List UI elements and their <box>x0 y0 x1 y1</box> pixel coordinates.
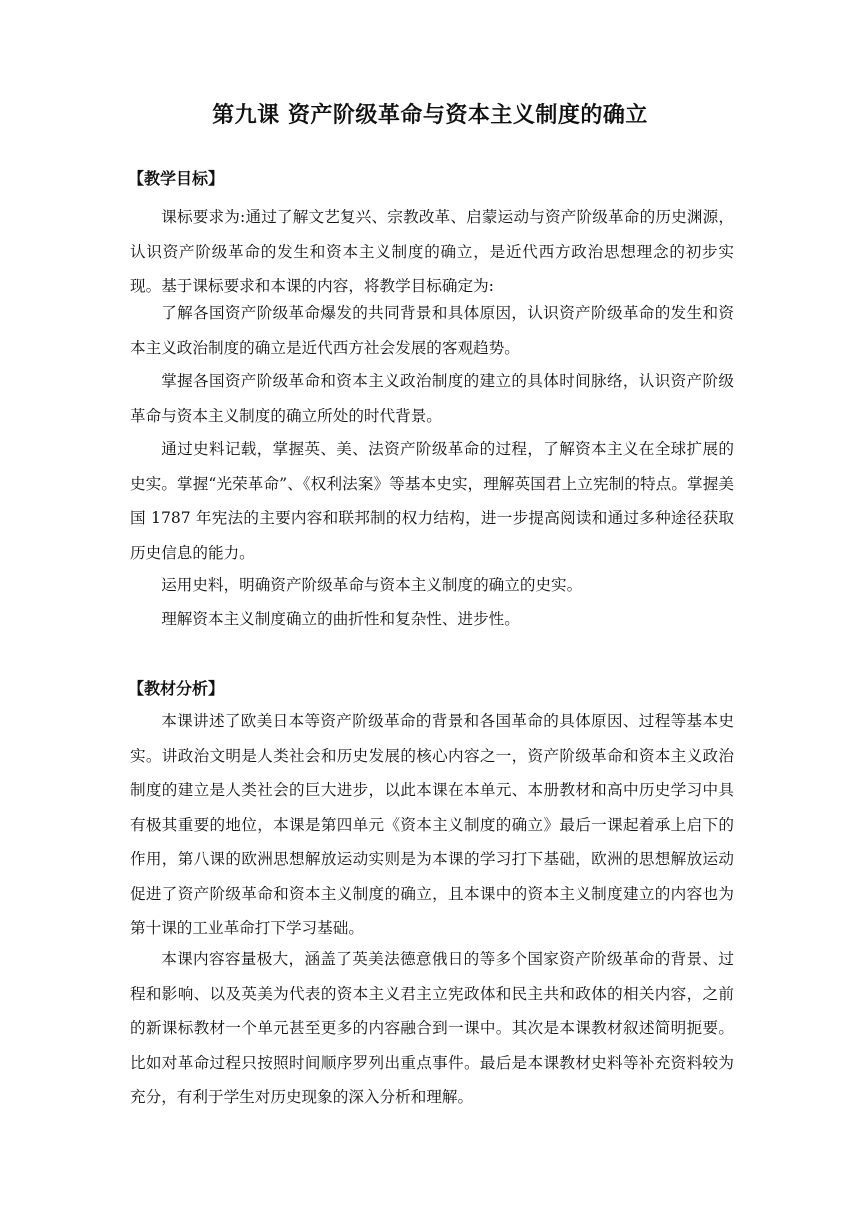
paragraph: 课标要求为:通过了解文艺复兴、宗教改革、启蒙运动与资产阶级革命的历史渊源，认识资产阶级革命的发生和资本主义制度的确立，是近代西方政治思想理念的初步实现。基于课标要求和本课的内容，将教学目标确定为: <box>130 208 734 295</box>
paragraph: 通过史料记载，掌握英、美、法资产阶级革命的过程，了解资本主义在全球扩展的史实。掌握“光荣革命”、《权利法案》等基本史实，理解英国君上立宪制的特点。掌握美国 1787 年宪法的主要内容和联邦制的权力结构，进一步提高阅读和通过多种途径获取历史信息的能力。 <box>130 440 734 562</box>
page-title: 第九课 资产阶级革命与资本主义制度的确立 <box>212 103 648 128</box>
paragraph: 运用史料，明确资产阶级革命与资本主义制度的确立的史实。 <box>161 576 583 594</box>
paragraph: 掌握各国资产阶级革命和资本主义政治制度的建立的具体时间脉络，认识资产阶级革命与资本主义制度的确立所处的时代背景。 <box>130 372 734 425</box>
paragraph: 本课内容容量极大，涵盖了英美法德意俄日的等多个国家资产阶级革命的背景、过程和影响、以及英美为代表的资本主义君主立宪政体和民主共和政体的相关内容，之前的新课标教材一个单元甚至更多的内容融合到一课中。其次是本课教材叙述简明扼要。比如对革命过程只按照时间顺序罗列出重点事件。最后是本课教材史料等补充资料较为充分，有利于学生对历史现象的深入分析和理解。 <box>130 950 734 1106</box>
paragraph: 理解资本主义制度确立的曲折性和复杂性、进步性。 <box>161 610 520 628</box>
section-heading-teaching-goals: 【教学目标】 <box>128 169 225 188</box>
section-heading-material-analysis: 【教材分析】 <box>128 679 225 698</box>
paragraph: 了解各国资产阶级革命爆发的共同背景和具体原因，认识资产阶级革命的发生和资本主义政治制度的确立是近代西方社会发展的客观趋势。 <box>130 304 734 357</box>
paragraph: 本课讲述了欧美日本等资产阶级革命的背景和各国革命的具体原因、过程等基本史实。讲政治文明是人类社会和历史发展的核心内容之一，资产阶级革命和资本主义政治制度的建立是人类社会的巨大进步，以此本课在本单元、本册教材和高中历史学习中具有极其重要的地位，本课是第四单元《资本主义制度的确立》最后一课起着承上启下的作用，第八课的欧洲思想解放运动实则是为本课的学习打下基础，欧洲的思想解放运动促进了资产阶级革命和资本主义制度的确立，且本课中的资本主义制度建立的内容也为第十课的工业革命打下学习基础。 <box>130 712 734 937</box>
